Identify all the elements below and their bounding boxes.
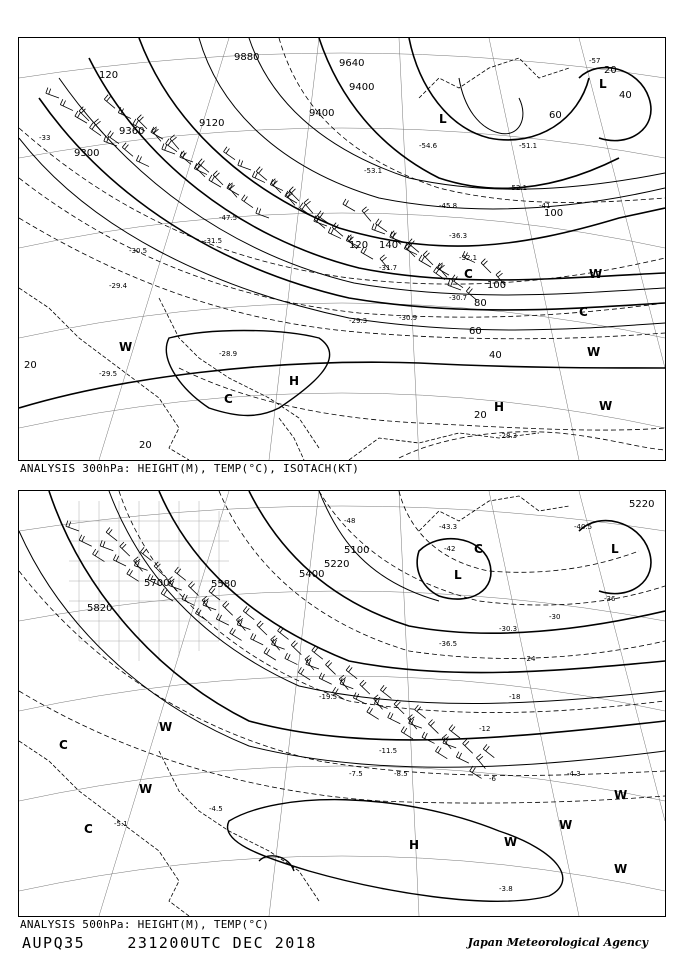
wind-barb xyxy=(79,535,92,547)
wind-barb xyxy=(298,667,310,680)
wind-barb xyxy=(213,171,223,185)
pressure-symbol: C xyxy=(84,822,93,836)
wind-barb xyxy=(285,653,298,665)
wind-barb xyxy=(272,639,285,649)
temp-label: -29.4 xyxy=(109,282,128,290)
temp-label: -30.3 xyxy=(499,625,518,633)
wind-barb xyxy=(242,195,253,208)
pressure-symbol: H xyxy=(289,374,300,388)
wind-barb xyxy=(108,131,119,144)
temp-label: -4.5 xyxy=(209,805,223,813)
height-label: 5100 xyxy=(344,545,370,556)
temp-label: -52.1 xyxy=(509,184,528,192)
pressure-symbol: L xyxy=(611,542,619,556)
wind-barb xyxy=(79,107,89,121)
height-label: 5400 xyxy=(299,569,325,580)
wind-barb xyxy=(278,626,289,639)
temp-labels-500 xyxy=(114,517,616,893)
pressure-symbol: W xyxy=(139,782,153,796)
pressure-symbols-500 xyxy=(59,542,627,876)
wind-barb xyxy=(423,251,433,265)
wind-barb xyxy=(127,569,139,582)
pressure-symbol: C xyxy=(224,392,233,406)
map-500hpa xyxy=(19,491,665,916)
wind-barb xyxy=(409,718,422,728)
temp-label: -54.6 xyxy=(419,142,438,150)
height-label: 5220 xyxy=(629,499,655,510)
pressure-symbol: W xyxy=(599,399,613,413)
temp-label: -5.1 xyxy=(114,820,128,828)
height-label: 5580 xyxy=(211,579,237,590)
wind-barb xyxy=(104,95,115,109)
caption-300hpa: ANALYSIS 300hPa: HEIGHT(M), TEMP(°C), ISOTACH(KT) xyxy=(20,462,360,475)
wind-barb xyxy=(360,680,370,694)
pressure-symbol: W xyxy=(504,835,518,849)
pressure-symbol: W xyxy=(119,340,133,354)
pressure-symbol: W xyxy=(614,862,628,876)
wind-barb xyxy=(136,155,149,166)
agency-name: Japan Meteorological Agency xyxy=(467,936,648,949)
height-label: 5220 xyxy=(324,559,350,570)
height-label: 9300 xyxy=(74,148,100,159)
isotach-label: 60 xyxy=(549,110,562,121)
temp-label: -36 xyxy=(604,595,616,603)
temp-label: -53.1 xyxy=(364,167,383,175)
wind-barb xyxy=(394,700,404,714)
wind-barb xyxy=(422,732,435,744)
pressure-symbol: W xyxy=(587,345,601,359)
isotach-label: 100 xyxy=(487,280,507,291)
temp-label: -31.7 xyxy=(379,264,398,272)
isotherms-300 xyxy=(19,38,665,458)
wind-barb xyxy=(304,199,313,214)
wind-barb xyxy=(120,542,130,556)
temp-label: -8.5 xyxy=(394,770,408,778)
wind-barb xyxy=(340,678,353,688)
temp-label: -12 xyxy=(479,725,491,733)
isotach-label: 40 xyxy=(619,90,632,101)
wind-barb xyxy=(195,608,207,621)
temp-label: -7.5 xyxy=(349,770,363,778)
wind-barb xyxy=(415,705,426,718)
wind-barb xyxy=(456,752,469,764)
height-label: 9880 xyxy=(234,52,260,63)
wind-barb xyxy=(463,739,473,753)
isotach-label: 40 xyxy=(489,350,502,361)
height-labels-300 xyxy=(74,52,374,159)
temp-label: -30.9 xyxy=(399,314,418,322)
isotach-label: 100 xyxy=(544,208,564,219)
temp-label: -51.1 xyxy=(519,142,538,150)
height-label: 9400 xyxy=(309,108,335,119)
temp-label: -30 xyxy=(549,613,561,621)
isotach-label: 80 xyxy=(474,298,487,309)
pressure-symbol: W xyxy=(614,788,628,802)
wind-barb xyxy=(188,582,198,596)
wind-barb xyxy=(223,601,233,615)
temp-label: -6 xyxy=(489,775,496,783)
pressure-symbol: C xyxy=(579,305,588,319)
temp-label: -30.5 xyxy=(129,247,148,255)
map-300hpa xyxy=(19,38,665,460)
wind-barb xyxy=(93,549,105,562)
temp-label: -41 xyxy=(539,202,551,210)
temp-label: -3.8 xyxy=(499,885,513,893)
temp-label: -36.5 xyxy=(439,640,458,648)
temp-label: -18 xyxy=(509,693,521,701)
temp-label: -24 xyxy=(524,655,536,663)
isotach-label: 20 xyxy=(474,410,487,421)
temp-label: -28.3 xyxy=(499,432,518,440)
wind-barb xyxy=(452,275,463,288)
wind-barb xyxy=(264,648,276,661)
wind-barb xyxy=(401,726,413,739)
coastlines-300 xyxy=(19,58,569,460)
height-label: 5820 xyxy=(87,603,113,614)
temp-label: -47.5 xyxy=(219,214,238,222)
isotherms-500 xyxy=(19,491,665,803)
height-label: 9360 xyxy=(119,126,145,137)
wind-barb xyxy=(483,744,494,757)
pressure-symbol: W xyxy=(159,720,173,734)
wind-barb xyxy=(362,207,371,222)
wind-barb xyxy=(481,259,491,273)
height-label: 9640 xyxy=(339,58,365,69)
isotach-label: 20 xyxy=(604,65,617,76)
wind-barb xyxy=(376,219,387,232)
wind-barb xyxy=(60,99,73,110)
temp-label: -11.5 xyxy=(379,747,398,755)
pressure-symbol: L xyxy=(454,568,462,582)
pressure-symbol: C xyxy=(59,738,68,752)
isotach-label: 120 xyxy=(349,240,369,251)
pressure-symbol: L xyxy=(599,77,607,91)
temp-label: -32.1 xyxy=(459,254,478,262)
wind-barb xyxy=(289,187,299,201)
valid-datetime: 231200UTC DEC 2018 xyxy=(127,934,317,952)
chart-500hpa xyxy=(18,490,666,917)
pressure-symbol: H xyxy=(409,838,420,852)
isotach-label: 140 xyxy=(379,240,399,251)
wind-barb xyxy=(94,119,103,134)
wind-barb xyxy=(182,594,195,606)
wind-barb xyxy=(319,673,332,685)
wind-barb xyxy=(449,725,460,738)
height-contours-300 xyxy=(19,38,665,408)
wind-barb xyxy=(257,621,267,635)
temp-label: -19.5 xyxy=(319,693,338,701)
wind-barb xyxy=(435,746,447,759)
wind-barb xyxy=(380,685,391,698)
wind-barb xyxy=(367,707,379,720)
wind-barb xyxy=(388,712,401,724)
wind-barb xyxy=(175,567,186,580)
wind-barb xyxy=(224,147,235,160)
temp-label: -36.3 xyxy=(449,232,468,240)
temp-label: -28.9 xyxy=(219,350,238,358)
wind-barb xyxy=(238,160,251,170)
temp-label: -45.8 xyxy=(439,202,458,210)
wind-barb xyxy=(46,88,59,98)
chart-code: AUPQ35 xyxy=(22,934,86,952)
footer-code-line xyxy=(22,934,317,952)
wind-barb xyxy=(428,720,438,734)
wind-barb xyxy=(106,528,117,541)
wind-barb xyxy=(326,660,336,674)
height-label: 9400 xyxy=(349,82,375,93)
chart-300hpa xyxy=(18,37,666,461)
pressure-symbol: C xyxy=(474,542,483,556)
wind-barb xyxy=(346,666,357,679)
wind-barb xyxy=(343,199,355,211)
temp-label: -29.5 xyxy=(99,370,118,378)
temp-label: -48 xyxy=(344,517,356,525)
wind-barb xyxy=(170,135,179,150)
caption-500hpa: ANALYSIS 500hPa: HEIGHT(M), TEMP(°C) xyxy=(20,918,270,931)
pressure-symbol: W xyxy=(589,267,603,281)
temp-label: -4.3 xyxy=(567,770,581,778)
temp-label: -30.7 xyxy=(449,294,468,302)
wind-barb xyxy=(437,263,449,275)
temp-label: -29.3 xyxy=(349,317,368,325)
wind-barb xyxy=(237,619,250,629)
temp-label: -57 xyxy=(589,57,601,65)
temp-label: -42 xyxy=(444,545,456,553)
temp-label: -40.5 xyxy=(574,523,593,531)
pressure-symbol: C xyxy=(464,267,473,281)
wind-barb xyxy=(306,659,319,669)
isotach-label: 120 xyxy=(99,70,119,81)
wind-barb xyxy=(140,547,151,560)
wind-barb xyxy=(100,540,113,550)
wind-barb xyxy=(113,554,126,566)
wind-barb xyxy=(408,239,419,253)
temp-label: -43.3 xyxy=(439,523,458,531)
pressure-symbol: H xyxy=(494,400,505,414)
wind-barb xyxy=(198,159,209,173)
height-label: 5700 xyxy=(144,578,170,589)
coastlines-500 xyxy=(19,496,569,916)
wind-barb xyxy=(66,521,79,531)
wind-barb xyxy=(230,628,242,641)
isotach-label: 20 xyxy=(139,440,152,451)
wind-barb xyxy=(256,208,269,218)
wind-barb xyxy=(251,633,264,645)
temp-label: -31.5 xyxy=(204,237,223,245)
wind-barb xyxy=(312,646,323,659)
pressure-symbol: W xyxy=(559,818,573,832)
pressure-symbol: L xyxy=(439,112,447,126)
graticule-300 xyxy=(19,38,665,460)
wind-barb xyxy=(216,614,229,626)
height-label: 9120 xyxy=(199,118,225,129)
wind-barb xyxy=(227,183,239,195)
wind-barb xyxy=(256,167,267,181)
isotach-label: 60 xyxy=(469,326,482,337)
isotach-label: 20 xyxy=(24,360,37,371)
temp-label: -33 xyxy=(39,134,51,142)
wind-barb xyxy=(118,107,131,118)
